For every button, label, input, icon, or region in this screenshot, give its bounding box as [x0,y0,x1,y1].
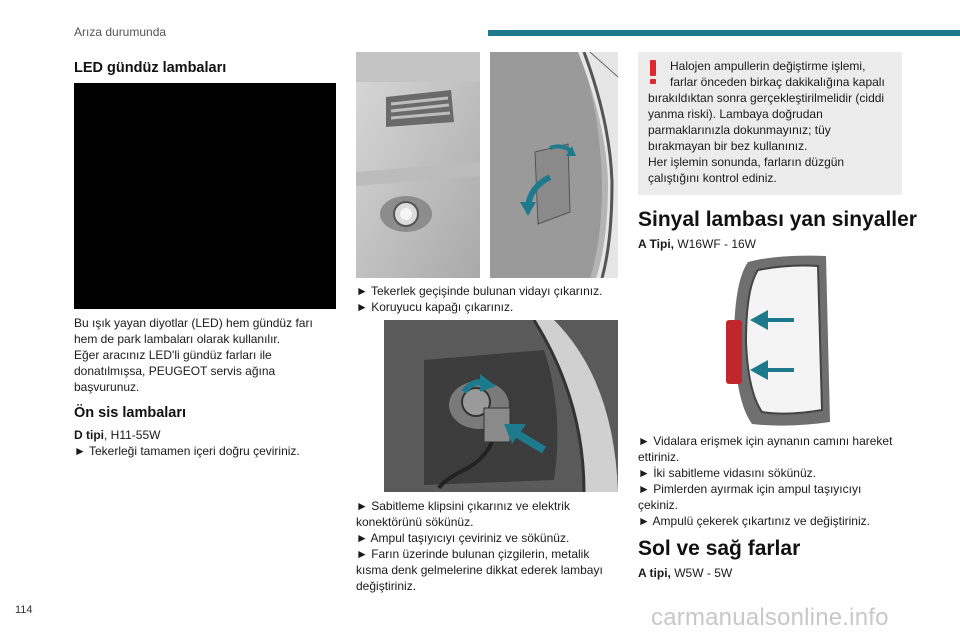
warning-box [638,52,902,195]
heading-led-daytime-lights: LED gündüz lambaları [74,60,227,76]
led-text-line: hem de park lambaları olarak kullanılır. [74,332,281,346]
fog-type-spec: , H11-55W [104,428,161,442]
signal-type-spec: W16WF - 16W [674,237,757,251]
warning-line: yanma riski). Lambaya doğrudan [648,107,823,121]
step-line: konektörünü sökünüz. [356,515,474,529]
heading-headlights: Sol ve sağ farlar [638,537,801,560]
headlight-type-label: A tipi, [638,566,671,580]
warning-line: Halojen ampullerin değiştirme işlemi, [670,59,866,73]
step-line: değiştiriniz. [356,579,417,593]
led-text-line: başvurunuz. [74,380,140,394]
page-number: 114 [15,604,33,616]
warning-line: parmaklarınızla dokunmayınız; tüy [648,123,831,137]
step-line: ► Vidalara erişmek için aynanın camını hareket [638,434,893,448]
heading-front-fog-lights: Ön sis lambaları [74,405,187,421]
led-text-line: Bu ışık yayan diyotlar (LED) hem gündüz farı [74,316,313,330]
signal-type [638,236,902,252]
warning-line: Her işlemin sonunda, farların düzgün [648,155,845,169]
step-line: kısma denk gelmelerine dikkat ederek lambayı [356,563,603,577]
step-line: ettiriniz. [638,450,680,464]
step-line: ► Tekerlek geçişinde bulunan vidayı çıkarınız. [356,284,603,298]
step-line: ► Ampulü çekerek çıkartınız ve değiştiriniz. [638,514,870,528]
step-line: ► İki sabitleme vidasını sökünüz. [638,466,816,480]
signal-steps [638,433,908,529]
led-description [74,315,344,395]
warning-line: bırakmayan bir bez kullanınız. [648,139,808,153]
signal-type-label: A Tipi, [638,237,674,251]
steps-cover-removal [356,283,626,315]
bulb-holder-illustration [384,320,618,492]
bumper-foglight-illustration [356,52,480,278]
section-label: Arıza durumunda [74,25,167,39]
headlight-type [638,565,902,581]
led-text-line: donatılmışsa, PEUGEOT servis ağına [74,364,276,378]
led-text-line: Eğer aracınız LED'li gündüz farları ile [74,348,272,362]
warning-line: farlar önceden birkaç dakikalığına kapalı [670,75,885,89]
headlight-type-spec: W5W - 5W [670,566,733,580]
step-line: çekiniz. [638,498,679,512]
step-line: ► Sabitleme klipsini çıkarınız ve elektrik [356,499,570,513]
fog-type [74,427,344,443]
header-accent-bar [488,30,960,36]
heading-side-indicators: Sinyal lambası yan sinyaller [638,208,917,231]
steps-bulb-replacement [356,498,626,594]
led-photo-placeholder [74,83,336,309]
fog-step: ► Tekerleği tamamen içeri doğru çeviriniz. [74,444,300,458]
warning-line: bırakıldıktan sonra gerçekleştirilmelidir (ciddi [648,91,885,105]
side-mirror-illustration [718,252,832,428]
step-line: ► Koruyucu kapağı çıkarınız. [356,300,514,314]
warning-text [648,58,896,186]
step-line: ► Pimlerden ayırmak için ampul taşıyıcıyı [638,482,862,496]
step-line: ► Farın üzerinde bulunan çizgilerin, metalik [356,547,590,561]
fog-type-label: D tipi [74,428,104,442]
wheel-arch-cover-illustration [490,52,618,278]
warning-line: çalıştığını kontrol ediniz. [648,171,777,185]
watermark: carmanualsonline.info [651,604,889,631]
step-line: ► Ampul taşıyıcıyı çeviriniz ve sökünüz. [356,531,570,545]
